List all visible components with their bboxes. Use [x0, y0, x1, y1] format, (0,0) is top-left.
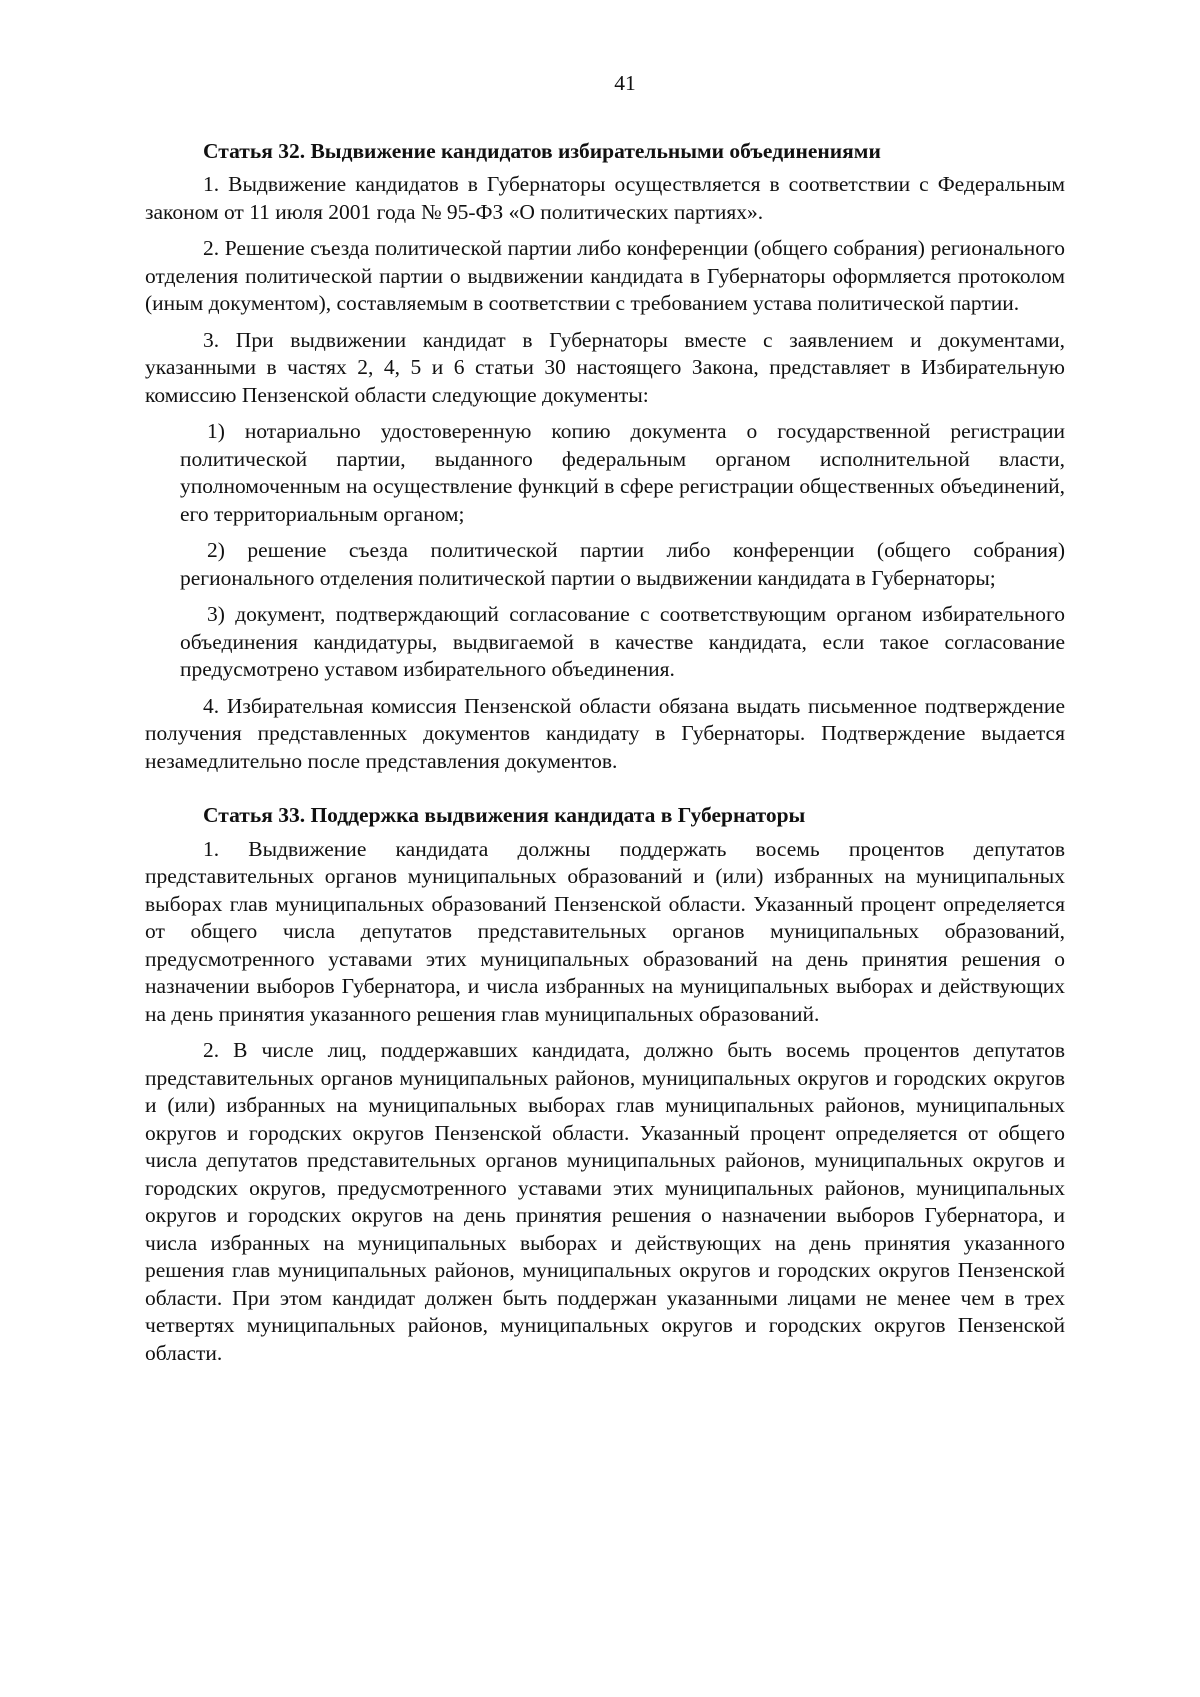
paragraph: 3. При выдвижении кандидат в Губернаторы вместе с заявлением и документами, указанными в частях 2, 4, 5 и 6 статьи 30 настоящего Закона, представляет в Избирательную комиссию Пензенской области следующие документы: — [145, 327, 1065, 407]
paragraph: 2. В числе лиц, поддержавших кандидата, должно быть восемь процентов депутатов представительных органов муниципальных районов, муниципальных округов и городских округов и (или) избранных на муниципальных выборах глав муниципальных районов, муниципальных округов и городских округов Пензенской области. Указанный процент определяется от общего числа депутатов представительных органов муниципальных районов, муниципальных округов и городских округов, предусмотренного уставами этих муниципальных районов, муниципальных округов и городских округов на день принятия решения о назначении выборов Губернатора, и числа избранных на муниципальных выборах и действующих на день принятия указанного решения глав муниципальных районов, муниципальных округов и городских округов Пензенской области. При этом кандидат должен быть поддержан указанными лицами не менее чем в трех четвертях муниципальных районов, муниципальных округов и городских округов Пензенской области. — [145, 1038, 1065, 1365]
article-heading: Статья 33. Поддержка выдвижения кандидата в Губернаторы — [203, 803, 806, 827]
paragraph: 1. Выдвижение кандидатов в Губернаторы осуществляется в соответствии с Федеральным законом от 11 июля 2001 года № 95-ФЗ «О политических партиях». — [145, 172, 1065, 224]
article-heading: Статья 32. Выдвижение кандидатов избирательными объединениями — [203, 138, 881, 163]
article-32 — [145, 138, 1065, 776]
article-33 — [145, 802, 1065, 1367]
paragraph: 1. Выдвижение кандидата должны поддержать восемь процентов депутатов представительных органов муниципальных образований и (или) избранных на муниципальных выборах глав муниципальных образований Пензенской области. Указанный процент определяется от общего числа депутатов представительных органов муниципальных образований, предусмотренного уставами этих муниципальных образований на день принятия решения о назначении выборов Губернатора, и числа избранных на муниципальных выборах и действующих на день принятия указанного решения глав муниципальных образований. — [145, 836, 1065, 1026]
section-spacer — [145, 784, 1065, 802]
list-item: 1) нотариально удостоверенную копию документа о государственной регистрации политической партии, выданного федеральным органом исполнительной власти, уполномоченным на осуществление функций в сфере регистрации общественных объединений, его территориальным органом; — [180, 419, 1065, 526]
page-number: 41 — [614, 71, 636, 95]
list-item: 3) документ, подтверждающий согласование с соответствующим органом избирательного объединения кандидатуры, выдвигаемой в качестве кандидата, если такое согласование предусмотрено уставом избирательного объединения. — [180, 602, 1065, 681]
paragraph: 4. Избирательная комиссия Пензенской области обязана выдать письменное подтверждение получения представленных документов кандидату в Губернаторы. Подтверждение выдается незамедлительно после представления документов. — [145, 693, 1065, 773]
list-item: 2) решение съезда политической партии либо конференции (общего собрания) регионального отделения политической партии о выдвижении кандидата в Губернаторы; — [180, 538, 1065, 590]
paragraph: 2. Решение съезда политической партии либо конференции (общего собрания) регионального отделения политической партии о выдвижении кандидата в Губернаторы оформляется протоколом (иным документом), составляемым в соответствии с требованием устава политической партии. — [145, 236, 1065, 315]
document-page — [145, 70, 1065, 1376]
